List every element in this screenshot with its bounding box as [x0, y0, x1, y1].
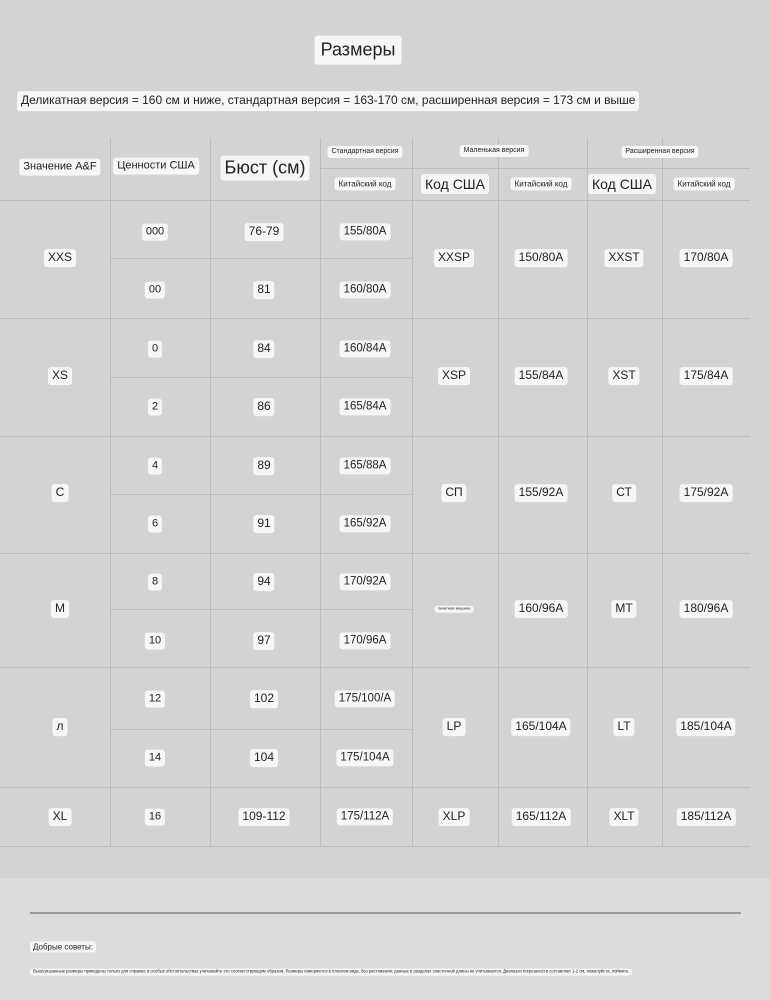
small-cn-cell: 165/112A: [512, 808, 571, 826]
us-value-cell: 00: [145, 282, 165, 299]
standard-cn-cell: 155/80A: [340, 223, 391, 240]
us-value-cell: 12: [145, 691, 165, 708]
extended-cn-cell: 175/84A: [680, 367, 733, 385]
extended-us-code-cell: МТ: [611, 600, 636, 618]
header-extended-version: Расширенная версия: [621, 146, 698, 158]
small-cn-cell: 160/96A: [515, 600, 568, 618]
us-value-cell: 14: [145, 750, 165, 767]
grid-row-line: [0, 846, 750, 847]
tips-label: Добрые советы:: [30, 941, 96, 952]
small-cn-cell: 165/104A: [511, 718, 570, 736]
header-us-values: Ценности США: [113, 158, 199, 175]
grid-column-line: [587, 138, 588, 846]
af-size-cell: С: [52, 484, 69, 502]
standard-cn-cell: 165/88A: [340, 457, 391, 474]
us-value-cell: 16: [145, 809, 165, 826]
header-standard-version: Стандартная версия: [328, 146, 403, 158]
bust-cell: 109-112: [238, 808, 289, 826]
grid-column-line: [210, 138, 211, 846]
standard-cn-cell: 175/104A: [336, 749, 393, 766]
small-us-code-cell: XLP: [439, 808, 470, 826]
af-size-cell: л: [52, 718, 67, 736]
grid-row-line: [0, 318, 750, 319]
standard-cn-cell: 160/84A: [340, 340, 391, 357]
grid-subrow-line: [110, 258, 412, 259]
small-us-code-cell: LP: [443, 718, 466, 736]
grid-row-line: [0, 553, 750, 554]
grid-subrow-line: [110, 494, 412, 495]
extended-cn-cell: 185/112A: [677, 808, 736, 826]
bust-cell: 91: [253, 515, 274, 533]
tips-text: Вышеуказанные размеры приведены только для справки, в особых обстоятельствах учитывайте это соответствующим образом. Размеры измеряются в плоском виде, без растяжения; данные в разделах эластичной длины не учитываются. Диапазон погрешности составляет 1-2 см, пожалуйста, поймите.: [30, 969, 632, 976]
header-bust: Бюст (см): [221, 156, 310, 181]
small-us-code-cell: печатная машина: [435, 606, 474, 613]
grid-subrow-line: [110, 377, 412, 378]
standard-cn-cell: 175/112A: [337, 808, 393, 825]
bust-cell: 104: [250, 749, 278, 767]
us-value-cell: 10: [145, 633, 165, 650]
grid-subrow-line: [110, 609, 412, 610]
af-size-cell: М: [51, 600, 69, 618]
grid-column-line: [498, 138, 499, 846]
us-value-cell: 0: [148, 341, 162, 358]
extended-cn-cell: 175/92A: [680, 484, 733, 502]
header-standard-cn-code: Китайский код: [335, 177, 396, 190]
small-us-code-cell: XSP: [438, 367, 470, 385]
af-size-cell: XS: [48, 367, 72, 385]
header-small-cn-code: Китайский код: [511, 177, 572, 190]
extended-cn-cell: 170/80A: [680, 249, 733, 267]
small-cn-cell: 155/84A: [515, 367, 568, 385]
grid-column-line: [320, 138, 321, 846]
standard-cn-cell: 165/92A: [340, 515, 391, 532]
grid-column-line: [110, 138, 111, 846]
bust-cell: 89: [253, 457, 274, 475]
us-value-cell: 4: [148, 458, 162, 475]
extended-us-code-cell: XXST: [604, 249, 643, 267]
standard-cn-cell: 165/84A: [340, 398, 391, 415]
af-size-cell: XL: [49, 808, 72, 826]
us-value-cell: 8: [148, 574, 162, 591]
us-value-cell: 6: [148, 516, 162, 533]
small-cn-cell: 150/80A: [515, 249, 568, 267]
grid-row-line: [0, 200, 750, 201]
grid-header-split: [320, 168, 750, 169]
grid-row-line: [0, 787, 750, 788]
grid-row-line: [0, 436, 750, 437]
us-value-cell: 000: [142, 224, 168, 241]
extended-us-code-cell: LT: [613, 718, 634, 736]
small-us-code-cell: XXSP: [434, 249, 474, 267]
header-small-us-code: Код США: [421, 174, 489, 194]
bust-cell: 81: [253, 281, 274, 299]
extended-cn-cell: 180/96A: [680, 600, 733, 618]
extended-us-code-cell: XLT: [609, 808, 638, 826]
standard-cn-cell: 160/80A: [340, 281, 391, 298]
header-extended-us-code: Код США: [588, 174, 656, 194]
versions-note: Деликатная версия = 160 см и ниже, стандартная версия = 163-170 см, расширенная версия = 173 см и выше: [17, 91, 639, 111]
header-af: Значение A&F: [19, 159, 100, 176]
page-title: Размеры: [315, 36, 402, 65]
grid-subrow-line: [110, 729, 412, 730]
bust-cell: 84: [253, 340, 274, 358]
bust-cell: 94: [253, 573, 274, 591]
bust-cell: 86: [253, 398, 274, 416]
grid-row-line: [0, 667, 750, 668]
extended-us-code-cell: СТ: [612, 484, 636, 502]
extended-cn-cell: 185/104A: [676, 718, 735, 736]
af-size-cell: XXS: [44, 249, 76, 267]
standard-cn-cell: 170/92A: [340, 573, 391, 590]
footer-panel: [0, 878, 770, 1000]
extended-us-code-cell: XST: [608, 367, 639, 385]
header-small-version: Маленькая версия: [460, 145, 529, 157]
small-cn-cell: 155/92A: [515, 484, 568, 502]
bust-cell: 102: [250, 690, 278, 708]
grid-column-line: [662, 138, 663, 846]
small-us-code-cell: СП: [441, 484, 466, 502]
grid-column-line: [412, 138, 413, 846]
standard-cn-cell: 175/100/A: [335, 690, 395, 707]
footer-divider: [30, 912, 741, 914]
bust-cell: 97: [253, 632, 274, 650]
bust-cell: 76-79: [245, 223, 284, 241]
us-value-cell: 2: [148, 399, 162, 416]
standard-cn-cell: 170/96A: [340, 632, 391, 649]
header-extended-cn-code: Китайский код: [674, 177, 735, 190]
